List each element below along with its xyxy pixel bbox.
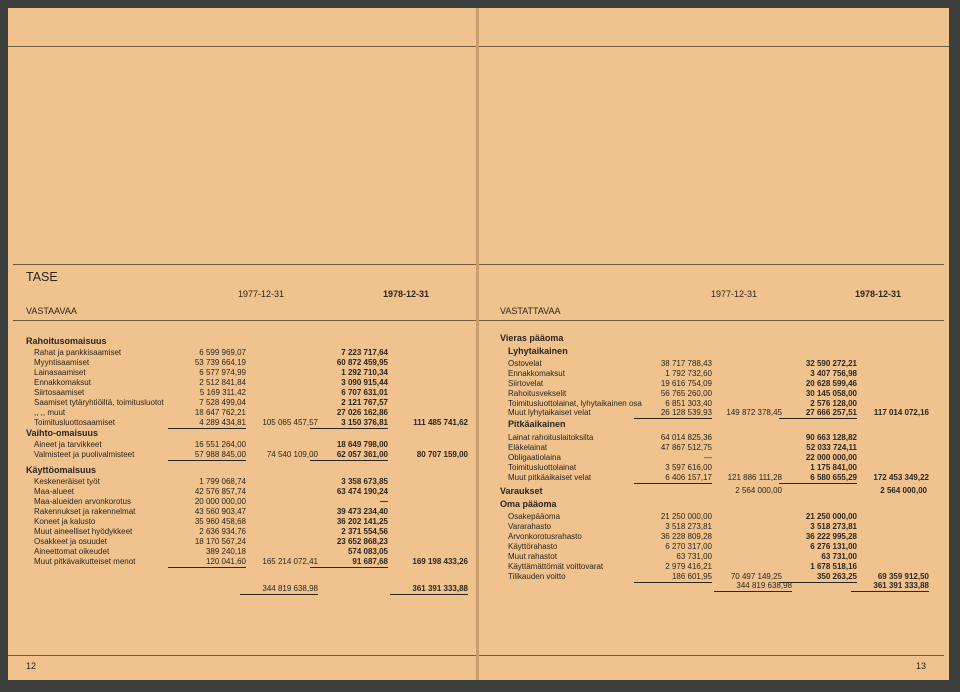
row-label: Käyttörahasto — [508, 542, 558, 551]
value-1978: 3 518 273,81 — [810, 522, 857, 531]
row-label: Maa-alueet — [34, 487, 75, 496]
value-1978: 1 175 841,00 — [810, 463, 857, 472]
right-page — [479, 8, 949, 680]
row-label: ,, ,, muut — [34, 408, 66, 417]
row-label: Muut lyhytaikaiset velat — [508, 408, 591, 417]
value-1978: 60 872 459,95 — [336, 358, 388, 367]
page-number: 12 — [26, 661, 37, 671]
value-1977: 6 599 969,07 — [199, 348, 246, 357]
grand-total-1977: 344 819 638,98 — [240, 584, 318, 595]
row-label: Käyttämättömät voittovarat — [508, 562, 604, 571]
value-1977: 2 979 416,21 — [665, 562, 712, 571]
row-label: Valmisteet ja puolivalmisteet — [34, 450, 135, 459]
row-label: Maa-alueiden arvonkorotus — [34, 497, 131, 506]
value-1977: 7 528 499,04 — [199, 398, 246, 407]
value-1977: 19 616 754,09 — [660, 379, 712, 388]
value-1978: 2 121 767,57 — [341, 398, 388, 407]
row-label: Myyntisaamiset — [34, 358, 90, 367]
value-1978: 1 292 710,34 — [341, 368, 388, 377]
value-1977: 35 960 458,68 — [194, 517, 246, 526]
value-1977: 20 000 000,00 — [194, 497, 246, 506]
header-rule — [13, 320, 476, 321]
value-1977: 42 576 857,74 — [194, 487, 246, 496]
row-label: Muut aineelliset hyödykkeet — [34, 527, 133, 536]
value-1977: 36 228 809,28 — [660, 532, 712, 541]
value-1978: 32 590 272,21 — [805, 359, 857, 368]
title-rule — [13, 264, 476, 265]
top-rule — [479, 46, 949, 47]
row-label: Aineet ja tarvikkeet — [34, 440, 102, 449]
value-1977: 1 799 068,74 — [199, 477, 246, 486]
row-label: Muut pitkäaikaiset velat — [508, 473, 592, 482]
value-1978: 3 150 376,81 — [310, 418, 388, 429]
subtotal-1978: 2 564 000,00 — [880, 486, 927, 495]
title-rule — [479, 264, 944, 265]
value-1977: 120 041,60 — [168, 557, 246, 568]
subtotal-1977: 74 540 109,00 — [266, 450, 318, 459]
page-title: TASE — [26, 270, 58, 284]
row-label: Rakennukset ja rakennelmat — [34, 507, 136, 516]
subtotal-1978: 169 198 433,26 — [412, 557, 468, 566]
value-1978: 39 473 234,40 — [336, 507, 388, 516]
value-1977: 2 636 934,76 — [199, 527, 246, 536]
section-heading: Käyttöomaisuus — [26, 465, 97, 475]
row-label: Muut rahastot — [508, 552, 557, 561]
value-1978: 3 090 915,44 — [341, 378, 388, 387]
value-1978: 6 580 655,29 — [779, 473, 857, 484]
value-1977: 18 170 567,24 — [194, 537, 246, 546]
value-1977: 38 717 788,43 — [660, 359, 712, 368]
subtotal-1977: 2 564 000,00 — [735, 486, 782, 495]
bottom-rule — [8, 655, 476, 656]
subtotal-1977: 70 497 149,25 — [730, 572, 782, 581]
row-label: Osakepääoma — [508, 512, 561, 521]
row-label: Muut pitkävaikutteiset menot — [34, 557, 136, 566]
row-label: Lainasaamiset — [34, 368, 86, 377]
column-header-1977: 1977-12-31 — [238, 289, 285, 299]
side-title: VASTATTAVAA — [500, 306, 561, 316]
row-label: Toimitusluottolainat — [508, 463, 577, 472]
row-label: Toimitusluottosaamiset — [34, 418, 115, 427]
row-label: Ostovelat — [508, 359, 542, 368]
subtotal-1977: 165 214 072,41 — [262, 557, 318, 566]
value-1978: 6 276 131,00 — [810, 542, 857, 551]
value-1978: — — [380, 497, 388, 506]
value-1977: 16 551 264,00 — [194, 440, 246, 449]
value-1978: 30 145 058,00 — [805, 389, 857, 398]
row-label: Lainat rahoituslaitoksilta — [508, 433, 594, 442]
value-1977: 18 647 762,21 — [194, 408, 246, 417]
column-header-1978: 1978-12-31 — [383, 289, 430, 299]
value-1978: 7 223 717,64 — [341, 348, 388, 357]
grand-total-1977: 344 819 638,98 — [714, 581, 792, 592]
value-1977: 6 577 974,99 — [199, 368, 246, 377]
value-1977: 6 851 303,40 — [665, 399, 712, 408]
subtotal-1978: 117 014 072,16 — [873, 408, 929, 417]
row-label: Keskeneräiset työt — [34, 477, 100, 486]
subsection-heading: Pitkäaikainen — [508, 419, 566, 429]
row-label: Koneet ja kalusto — [34, 517, 96, 526]
value-1978: 574 083,05 — [347, 547, 388, 556]
value-1978: 2 576 128,00 — [810, 399, 857, 408]
grand-total-1978: 361 391 333,88 — [851, 581, 929, 592]
subtotal-1977: 121 886 111,28 — [727, 473, 782, 482]
row-label: Siirtovelat — [508, 379, 544, 388]
subtotal-1977: 105 065 457,57 — [262, 418, 318, 427]
value-1977: 389 240,18 — [205, 547, 246, 556]
top-rule — [8, 46, 476, 47]
value-1978: 21 250 000,00 — [805, 512, 857, 521]
subtotal-1978: 111 485 741,62 — [413, 418, 468, 427]
subtotal-1978: 69 359 912,50 — [877, 572, 929, 581]
column-header-1978: 1978-12-31 — [855, 289, 902, 299]
value-1978: 18 649 798,00 — [336, 440, 388, 449]
value-1977: 4 289 434,81 — [168, 418, 246, 429]
value-1978: 36 202 141,25 — [336, 517, 388, 526]
value-1977: 3 518 273,81 — [665, 522, 712, 531]
row-label: Eläkelainat — [508, 443, 548, 452]
row-label: Toimitusluottolainat, lyhytaikainen osa — [508, 399, 642, 408]
value-1977: 64 014 825,36 — [660, 433, 712, 442]
page-number: 13 — [916, 661, 927, 671]
row-label: Rahoitusvekselit — [508, 389, 567, 398]
value-1978: 20 628 599,46 — [805, 379, 857, 388]
left-page — [8, 8, 476, 680]
value-1978: 90 663 128,82 — [805, 433, 857, 442]
side-title: VASTAAVAA — [26, 306, 77, 316]
value-1977: 6 406 157,17 — [634, 473, 712, 484]
value-1977: — — [704, 453, 712, 462]
value-1978: 91 687,68 — [310, 557, 388, 568]
value-1977: 26 128 539,93 — [634, 408, 712, 419]
row-label: Siirtosaamiset — [34, 388, 85, 397]
row-label: Obligaatiolaina — [508, 453, 561, 462]
value-1977: 5 169 311,42 — [199, 388, 246, 397]
bottom-rule — [479, 655, 944, 656]
value-1978: 1 678 518,16 — [810, 562, 857, 571]
section-heading: Vaihto-omaisuus — [26, 428, 99, 438]
value-1977: 57 988 845,00 — [168, 450, 246, 461]
row-label: Saamiset tytäryhtiöiltä, toimitusluotot — [34, 398, 164, 407]
value-1977: 47 867 512,75 — [660, 443, 712, 452]
row-label: Osakkeet ja osuudet — [34, 537, 107, 546]
value-1977: 2 512 841,84 — [199, 378, 246, 387]
value-1978: 3 407 756,98 — [810, 369, 857, 378]
section-heading: Oma pääoma — [500, 499, 557, 509]
value-1978: 6 707 631,01 — [341, 388, 388, 397]
value-1977: 186 601,95 — [634, 572, 712, 583]
value-1977: 63 731,00 — [676, 552, 712, 561]
row-label: Rahat ja pankkisaamiset — [34, 348, 122, 357]
row-label: Vararahasto — [508, 522, 551, 531]
value-1978: 2 371 554,56 — [341, 527, 388, 536]
value-1977: 43 560 903,47 — [194, 507, 246, 516]
value-1978: 63 474 190,24 — [336, 487, 388, 496]
value-1977: 53 739 664,19 — [194, 358, 246, 367]
section-heading: Vieras pääoma — [500, 333, 564, 343]
section-heading: Rahoitusomaisuus — [26, 336, 107, 346]
section-heading: Varaukset — [500, 486, 543, 496]
value-1978: 52 033 724,11 — [806, 443, 857, 452]
row-label: Tilikauden voitto — [508, 572, 566, 581]
value-1978: 27 666 257,51 — [779, 408, 857, 419]
grand-total-1978: 361 391 333,88 — [390, 584, 468, 595]
value-1978: 350 263,25 — [779, 572, 857, 583]
value-1977: 3 597 616,00 — [665, 463, 712, 472]
subtotal-1978: 172 453 349,22 — [873, 473, 929, 482]
row-label: Ennakkomaksut — [34, 378, 91, 387]
value-1978: 27 026 162,86 — [336, 408, 388, 417]
value-1977: 21 250 000,00 — [660, 512, 712, 521]
value-1978: 36 222 995,28 — [805, 532, 857, 541]
row-label: Ennakkomaksut — [508, 369, 565, 378]
value-1978: 62 057 361,00 — [310, 450, 388, 461]
value-1978: 63 731,00 — [821, 552, 857, 561]
value-1978: 23 652 868,23 — [336, 537, 388, 546]
header-rule — [479, 320, 944, 321]
value-1977: 6 270 317,00 — [665, 542, 712, 551]
row-label: Aineettomat oikeudet — [34, 547, 110, 556]
value-1977: 56 765 260,00 — [660, 389, 712, 398]
value-1977: 1 792 732,60 — [665, 369, 712, 378]
subsection-heading: Lyhytaikainen — [508, 346, 568, 356]
subtotal-1977: 149 872 378,45 — [726, 408, 782, 417]
subtotal-1978: 80 707 159,00 — [416, 450, 468, 459]
row-label: Arvonkorotusrahasto — [508, 532, 582, 541]
value-1978: 22 000 000,00 — [805, 453, 857, 462]
value-1978: 3 358 673,85 — [341, 477, 388, 486]
column-header-1977: 1977-12-31 — [711, 289, 758, 299]
